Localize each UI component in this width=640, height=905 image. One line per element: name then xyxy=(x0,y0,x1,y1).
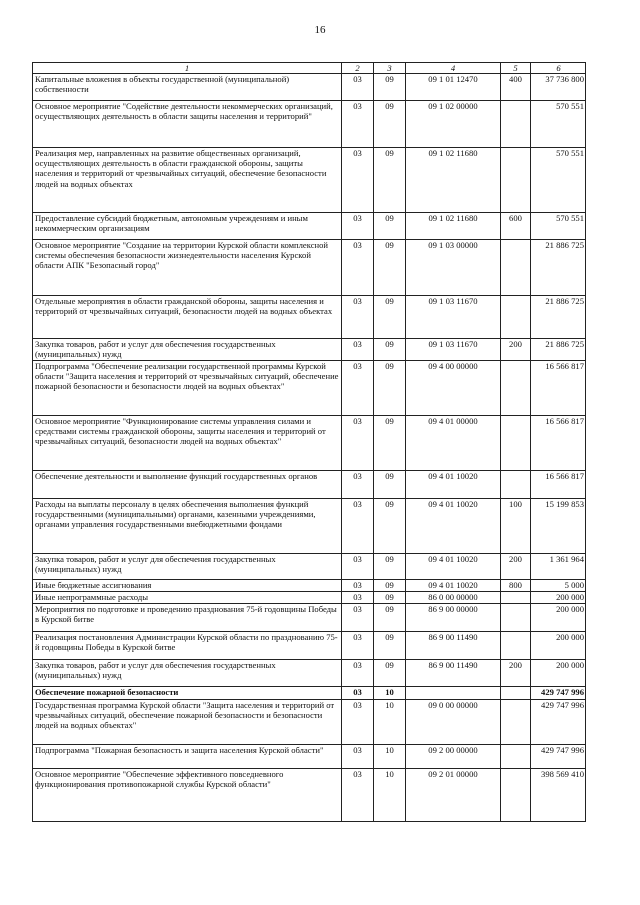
amount-cell: 570 551 xyxy=(530,147,586,212)
section-cell: 03 xyxy=(341,603,373,631)
expense-type-cell: 600 xyxy=(500,212,530,239)
name-cell: Реализация постановления Администрации Курской области по празднованию 75-й годовщины Победы в Курской битве xyxy=(32,631,341,659)
amount-cell: 5 000 xyxy=(530,579,586,591)
target-article-cell: 09 4 01 10020 xyxy=(405,579,500,591)
name-cell: Иные бюджетные ассигнования xyxy=(32,579,341,591)
table-row xyxy=(32,239,586,295)
table-row xyxy=(32,360,586,415)
budget-table xyxy=(32,62,586,822)
name-cell: Подпрограмма "Обеспечение реализации государственной программы Курской области "Защита населения и территорий от чрезвычайных ситуаций, обеспечение пожарной безопасности и безопасности людей на водных объектах" xyxy=(32,360,341,415)
expense-type-cell: 200 xyxy=(500,659,530,686)
amount-cell: 37 736 800 xyxy=(530,73,586,100)
section-cell: 03 xyxy=(341,360,373,415)
section-cell: 03 xyxy=(341,73,373,100)
name-cell: Основное мероприятие "Функционирование системы управления силами и средствами системы гражданской обороны, защиты населения и территорий от чрезвычайных ситуаций, безопасности людей на водных объектах" xyxy=(32,415,341,470)
amount-cell: 429 747 996 xyxy=(530,686,586,699)
amount-cell: 570 551 xyxy=(530,212,586,239)
target-article-cell: 09 4 01 10020 xyxy=(405,553,500,579)
expense-type-cell xyxy=(500,699,530,744)
name-cell: Иные непрограммные расходы xyxy=(32,591,341,603)
expense-type-cell xyxy=(500,603,530,631)
expense-type-cell xyxy=(500,744,530,768)
amount-cell: 21 886 725 xyxy=(530,295,586,338)
expense-type-cell xyxy=(500,360,530,415)
section-cell: 03 xyxy=(341,212,373,239)
name-cell: Мероприятия по подготовке и проведению празднования 75-й годовщины Победы в Курской битве xyxy=(32,603,341,631)
table-row xyxy=(32,553,586,579)
target-article-cell: 09 0 00 00000 xyxy=(405,699,500,744)
section-cell: 03 xyxy=(341,147,373,212)
subsection-cell: 09 xyxy=(373,553,405,579)
section-cell: 03 xyxy=(341,239,373,295)
subsection-cell: 09 xyxy=(373,415,405,470)
section-cell: 03 xyxy=(341,338,373,360)
subsection-cell: 09 xyxy=(373,100,405,147)
expense-type-cell xyxy=(500,591,530,603)
section-cell: 03 xyxy=(341,744,373,768)
expense-type-cell xyxy=(500,631,530,659)
amount-cell: 200 000 xyxy=(530,603,586,631)
table-row xyxy=(32,100,586,147)
amount-cell: 429 747 996 xyxy=(530,699,586,744)
subsection-cell: 09 xyxy=(373,73,405,100)
name-cell: Основное мероприятие "Обеспечение эффективного повседневного функционирования противопожарной службы Курской области" xyxy=(32,768,341,822)
expense-type-cell xyxy=(500,147,530,212)
table-row xyxy=(32,591,586,603)
name-cell: Обеспечение деятельности и выполнение функций государственных органов xyxy=(32,470,341,498)
amount-cell: 200 000 xyxy=(530,591,586,603)
target-article-cell: 09 1 03 11670 xyxy=(405,295,500,338)
amount-cell: 200 000 xyxy=(530,659,586,686)
subsection-cell: 09 xyxy=(373,147,405,212)
table-row xyxy=(32,338,586,360)
expense-type-cell xyxy=(500,239,530,295)
target-article-cell: 09 4 01 10020 xyxy=(405,470,500,498)
target-article-cell: 86 0 00 00000 xyxy=(405,591,500,603)
subsection-cell: 10 xyxy=(373,699,405,744)
name-cell: Реализация мер, направленных на развитие общественных организаций, осуществляющих деятельность в области гражданской обороны, защиты населения и территорий от чрезвычайных ситуаций, обеспечение безопасности людей на водных объектах xyxy=(32,147,341,212)
table-row xyxy=(32,498,586,553)
target-article-cell: 09 1 01 12470 xyxy=(405,73,500,100)
subsection-cell: 09 xyxy=(373,470,405,498)
name-cell: 1 xyxy=(32,62,341,73)
section-cell: 03 xyxy=(341,631,373,659)
subsection-cell: 10 xyxy=(373,686,405,699)
subsection-cell: 09 xyxy=(373,239,405,295)
expense-type-cell: 5 xyxy=(500,62,530,73)
section-cell: 2 xyxy=(341,62,373,73)
target-article-cell: 09 1 03 11670 xyxy=(405,338,500,360)
name-cell: Основное мероприятие "Создание на территории Курской области комплексной системы обеспечения безопасности жизнедеятельности населения Курской области АПК "Безопасный город" xyxy=(32,239,341,295)
target-article-cell: 4 xyxy=(405,62,500,73)
name-cell: Закупка товаров, работ и услуг для обеспечения государственных (муниципальных) нужд xyxy=(32,659,341,686)
amount-cell: 16 566 817 xyxy=(530,360,586,415)
name-cell: Расходы на выплаты персоналу в целях обеспечения выполнения функций государственными (муниципальными) органами, казенными учреждениями, органами управления государственными внебюджетными фондами xyxy=(32,498,341,553)
name-cell: Предоставление субсидий бюджетным, автономным учреждениям и иным некоммерческим организациям xyxy=(32,212,341,239)
expense-type-cell: 800 xyxy=(500,579,530,591)
amount-cell: 21 886 725 xyxy=(530,239,586,295)
table-row xyxy=(32,603,586,631)
amount-cell: 16 566 817 xyxy=(530,470,586,498)
table-row xyxy=(32,631,586,659)
amount-cell: 398 569 410 xyxy=(530,768,586,822)
name-cell: Закупка товаров, работ и услуг для обеспечения государственных (муниципальных) нужд xyxy=(32,338,341,360)
target-article-cell: 86 9 00 00000 xyxy=(405,603,500,631)
name-cell: Капитальные вложения в объекты государственной (муниципальной) собственности xyxy=(32,73,341,100)
subsection-cell: 09 xyxy=(373,498,405,553)
table-row xyxy=(32,212,586,239)
expense-type-cell: 100 xyxy=(500,498,530,553)
page-number: 16 xyxy=(314,24,326,36)
table-row xyxy=(32,659,586,686)
section-cell: 03 xyxy=(341,553,373,579)
table-row xyxy=(32,147,586,212)
target-article-cell: 09 2 00 00000 xyxy=(405,744,500,768)
target-article-cell: 86 9 00 11490 xyxy=(405,659,500,686)
target-article-cell: 09 1 02 11680 xyxy=(405,147,500,212)
section-cell: 03 xyxy=(341,686,373,699)
expense-type-cell xyxy=(500,768,530,822)
amount-cell: 200 000 xyxy=(530,631,586,659)
subsection-cell: 3 xyxy=(373,62,405,73)
target-article-cell: 09 4 00 00000 xyxy=(405,360,500,415)
section-cell: 03 xyxy=(341,699,373,744)
target-article-cell: 09 4 01 10020 xyxy=(405,498,500,553)
expense-type-cell: 200 xyxy=(500,553,530,579)
table-row xyxy=(32,768,586,822)
expense-type-cell xyxy=(500,100,530,147)
name-cell: Отдельные мероприятия в области гражданской обороны, защиты населения и территорий от чрезвычайных ситуаций, безопасности людей на водных объектах xyxy=(32,295,341,338)
section-cell: 03 xyxy=(341,470,373,498)
table-row xyxy=(32,744,586,768)
expense-type-cell xyxy=(500,470,530,498)
table-row xyxy=(32,295,586,338)
expense-type-cell: 200 xyxy=(500,338,530,360)
expense-type-cell xyxy=(500,295,530,338)
target-article-cell: 09 2 01 00000 xyxy=(405,768,500,822)
section-cell: 03 xyxy=(341,415,373,470)
target-article-cell: 09 1 03 00000 xyxy=(405,239,500,295)
name-cell: Основное мероприятие "Содействие деятельности некоммерческих организаций, осуществляющих деятельность в области защиты населения и территорий" xyxy=(32,100,341,147)
section-cell: 03 xyxy=(341,498,373,553)
subsection-cell: 10 xyxy=(373,744,405,768)
target-article-cell xyxy=(405,686,500,699)
section-cell: 03 xyxy=(341,579,373,591)
table-row xyxy=(32,415,586,470)
subsection-cell: 09 xyxy=(373,659,405,686)
amount-cell: 21 886 725 xyxy=(530,338,586,360)
subsection-cell: 09 xyxy=(373,631,405,659)
section-cell: 03 xyxy=(341,659,373,686)
name-cell: Закупка товаров, работ и услуг для обеспечения государственных (муниципальных) нужд xyxy=(32,553,341,579)
section-cell: 03 xyxy=(341,295,373,338)
table-row xyxy=(32,73,586,100)
target-article-cell: 09 1 02 00000 xyxy=(405,100,500,147)
amount-cell: 16 566 817 xyxy=(530,415,586,470)
section-cell: 03 xyxy=(341,100,373,147)
subsection-cell: 09 xyxy=(373,579,405,591)
subsection-cell: 09 xyxy=(373,295,405,338)
amount-cell: 570 551 xyxy=(530,100,586,147)
amount-cell: 429 747 996 xyxy=(530,744,586,768)
amount-cell: 6 xyxy=(530,62,586,73)
amount-cell: 15 199 853 xyxy=(530,498,586,553)
target-article-cell: 86 9 00 11490 xyxy=(405,631,500,659)
section-cell: 03 xyxy=(341,768,373,822)
name-cell: Подпрограмма "Пожарная безопасность и защита населения Курской области" xyxy=(32,744,341,768)
target-article-cell: 09 4 01 00000 xyxy=(405,415,500,470)
subsection-cell: 09 xyxy=(373,591,405,603)
amount-cell: 1 361 964 xyxy=(530,553,586,579)
name-cell: Государственная программа Курской области "Защита населения и территорий от чрезвычайных ситуаций, обеспечение пожарной безопасности и безопасности людей на водных объектах" xyxy=(32,699,341,744)
subsection-cell: 09 xyxy=(373,338,405,360)
table-row xyxy=(32,470,586,498)
section-cell: 03 xyxy=(341,591,373,603)
subsection-cell: 09 xyxy=(373,603,405,631)
subsection-cell: 10 xyxy=(373,768,405,822)
expense-type-cell xyxy=(500,415,530,470)
table-header-row xyxy=(32,62,586,73)
subsection-cell: 09 xyxy=(373,212,405,239)
subsection-cell: 09 xyxy=(373,360,405,415)
table-row xyxy=(32,699,586,744)
table-row xyxy=(32,579,586,591)
expense-type-cell xyxy=(500,686,530,699)
name-cell: Обеспечение пожарной безопасности xyxy=(32,686,341,699)
expense-type-cell: 400 xyxy=(500,73,530,100)
table-row xyxy=(32,686,586,699)
target-article-cell: 09 1 02 11680 xyxy=(405,212,500,239)
